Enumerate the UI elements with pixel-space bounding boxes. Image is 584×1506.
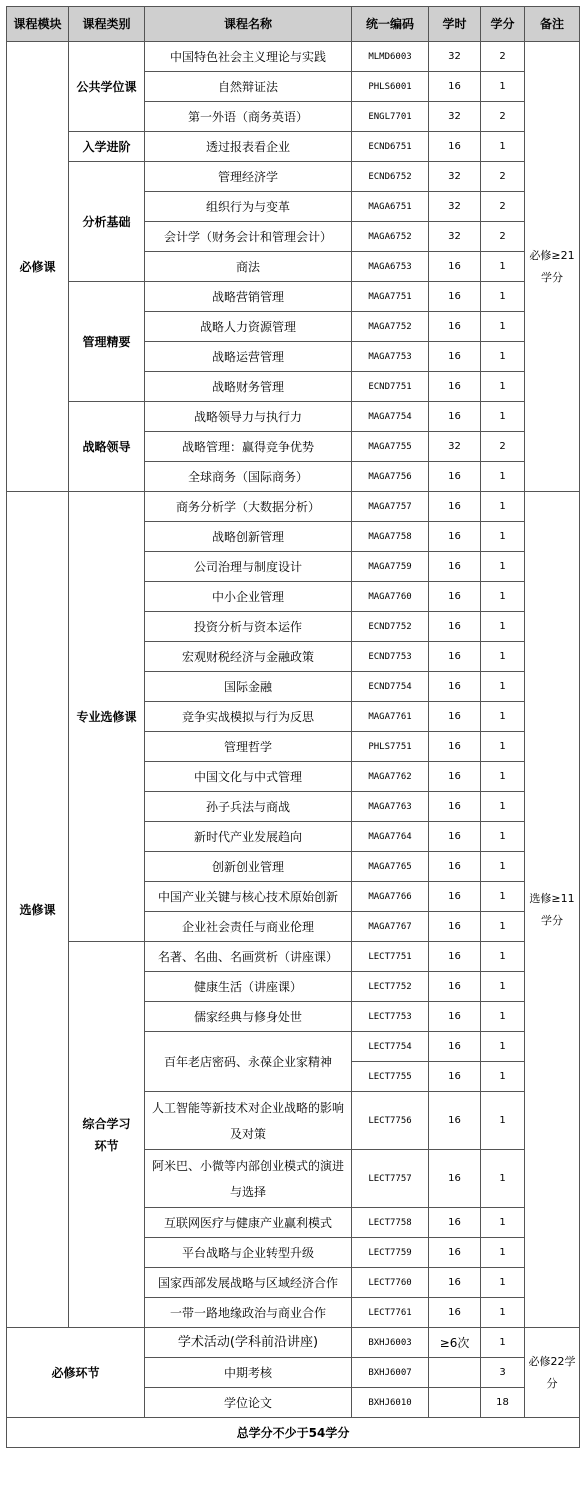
table-row	[7, 1328, 580, 1358]
course-name: 企业社会责任与商业伦理	[145, 912, 352, 942]
course-code: ECND7754	[352, 672, 429, 702]
course-credits: 1	[481, 702, 525, 732]
course-credits: 1	[481, 612, 525, 642]
course-hours: 16	[429, 1298, 481, 1328]
course-code: PHLS6001	[352, 72, 429, 102]
note-cell: 选修≥11学分	[525, 492, 580, 1328]
course-name: 创新创业管理	[145, 852, 352, 882]
course-code: MAGA7759	[352, 552, 429, 582]
category-cell: 专业选修课	[69, 492, 145, 942]
course-hours: 16	[429, 942, 481, 972]
note-cell: 必修22学分	[525, 1328, 580, 1418]
header-category: 课程类别	[69, 7, 145, 42]
course-name: 战略领导力与执行力	[145, 402, 352, 432]
course-credits: 1	[481, 132, 525, 162]
total-row	[7, 1418, 580, 1448]
course-credits: 3	[481, 1358, 525, 1388]
header-module: 课程模块	[7, 7, 69, 42]
course-code: MAGA6752	[352, 222, 429, 252]
course-name: 全球商务（国际商务）	[145, 462, 352, 492]
course-hours: 16	[429, 342, 481, 372]
course-hours: 16	[429, 1268, 481, 1298]
course-code: LECT7757	[352, 1150, 429, 1208]
course-code: BXHJ6003	[352, 1328, 429, 1358]
course-credits: 1	[481, 882, 525, 912]
course-credits: 1	[481, 792, 525, 822]
course-hours: 16	[429, 312, 481, 342]
course-name: 宏观财税经济与金融政策	[145, 642, 352, 672]
course-hours: 16	[429, 762, 481, 792]
course-hours: 16	[429, 1002, 481, 1032]
course-name: 阿米巴、小微等内部创业模式的演进与选择	[145, 1150, 352, 1208]
course-code: ECND7751	[352, 372, 429, 402]
header-code: 统一编码	[352, 7, 429, 42]
course-credits: 1	[481, 522, 525, 552]
course-hours: 32	[429, 102, 481, 132]
course-code: MAGA7766	[352, 882, 429, 912]
course-name: 国际金融	[145, 672, 352, 702]
course-code: LECT7759	[352, 1238, 429, 1268]
course-credits: 1	[481, 282, 525, 312]
course-hours: 16	[429, 792, 481, 822]
course-name: 会计学（财务会计和管理会计）	[145, 222, 352, 252]
course-code: MAGA7751	[352, 282, 429, 312]
course-code: BXHJ6010	[352, 1388, 429, 1418]
course-code: MAGA7754	[352, 402, 429, 432]
course-name: 名著、名曲、名画赏析（讲座课）	[145, 942, 352, 972]
course-hours	[429, 1388, 481, 1418]
course-hours: 16	[429, 402, 481, 432]
course-code: ECND6752	[352, 162, 429, 192]
course-code: MAGA7764	[352, 822, 429, 852]
course-credits: 1	[481, 1002, 525, 1032]
course-code: MAGA6753	[352, 252, 429, 282]
course-hours: 32	[429, 42, 481, 72]
course-name: 战略运营管理	[145, 342, 352, 372]
course-credits: 2	[481, 222, 525, 252]
course-hours: 16	[429, 282, 481, 312]
course-hours: 16	[429, 852, 481, 882]
course-code: MAGA7762	[352, 762, 429, 792]
course-code: MAGA7763	[352, 792, 429, 822]
course-credits: 1	[481, 1032, 525, 1062]
course-hours: 16	[429, 882, 481, 912]
header-course-name: 课程名称	[145, 7, 352, 42]
course-name: 中国文化与中式管理	[145, 762, 352, 792]
course-code: MAGA7767	[352, 912, 429, 942]
category-cell: 综合学习环节	[69, 942, 145, 1328]
course-credits: 2	[481, 42, 525, 72]
course-code: LECT7751	[352, 942, 429, 972]
course-credits: 1	[481, 1298, 525, 1328]
course-hours: 16	[429, 732, 481, 762]
course-credits: 1	[481, 642, 525, 672]
header-note: 备注	[525, 7, 580, 42]
course-name: 中期考核	[145, 1358, 352, 1388]
course-credits: 1	[481, 1062, 525, 1092]
course-name: 投资分析与资本运作	[145, 612, 352, 642]
course-credits: 2	[481, 162, 525, 192]
course-code: ENGL7701	[352, 102, 429, 132]
course-name: 人工智能等新技术对企业战略的影响及对策	[145, 1092, 352, 1150]
course-name: 自然辩证法	[145, 72, 352, 102]
course-credits: 1	[481, 1092, 525, 1150]
course-credits: 1	[481, 402, 525, 432]
course-hours: 16	[429, 492, 481, 522]
course-credits: 1	[481, 732, 525, 762]
course-name: 战略人力资源管理	[145, 312, 352, 342]
course-hours: 16	[429, 522, 481, 552]
course-code: LECT7760	[352, 1268, 429, 1298]
course-credits: 2	[481, 432, 525, 462]
course-credits: 1	[481, 372, 525, 402]
course-code: LECT7752	[352, 972, 429, 1002]
course-name: 学术活动(学科前沿讲座)	[145, 1328, 352, 1358]
course-hours: 16	[429, 1238, 481, 1268]
course-name: 战略管理：赢得竞争优势	[145, 432, 352, 462]
course-code: MAGA7765	[352, 852, 429, 882]
course-hours: 16	[429, 672, 481, 702]
table-row	[7, 42, 580, 72]
course-name: 第一外语（商务英语）	[145, 102, 352, 132]
module-cell: 选修课	[7, 492, 69, 1328]
table-row	[7, 282, 580, 312]
course-credits: 1	[481, 762, 525, 792]
course-hours: 16	[429, 912, 481, 942]
course-name: 儒家经典与修身处世	[145, 1002, 352, 1032]
course-credits: 1	[481, 492, 525, 522]
category-cell: 战略领导	[69, 402, 145, 492]
course-hours: 16	[429, 1062, 481, 1092]
course-credits: 1	[481, 942, 525, 972]
category-cell: 管理精要	[69, 282, 145, 402]
course-credits: 1	[481, 552, 525, 582]
course-hours: 16	[429, 1032, 481, 1062]
course-name: 管理经济学	[145, 162, 352, 192]
course-hours: 16	[429, 582, 481, 612]
course-hours: 32	[429, 192, 481, 222]
course-name: 战略创新管理	[145, 522, 352, 552]
course-code: MAGA7761	[352, 702, 429, 732]
course-name: 中小企业管理	[145, 582, 352, 612]
category-cell: 入学进阶	[69, 132, 145, 162]
course-name: 学位论文	[145, 1388, 352, 1418]
course-credits: 1	[481, 582, 525, 612]
course-credits: 1	[481, 1328, 525, 1358]
course-name: 组织行为与变革	[145, 192, 352, 222]
table-row	[7, 492, 580, 522]
course-credits: 1	[481, 1150, 525, 1208]
course-credits: 1	[481, 912, 525, 942]
course-hours: 16	[429, 612, 481, 642]
course-code: MAGA7758	[352, 522, 429, 552]
course-credits: 1	[481, 342, 525, 372]
course-name: 健康生活（讲座课）	[145, 972, 352, 1002]
course-credits: 18	[481, 1388, 525, 1418]
course-credits: 1	[481, 462, 525, 492]
course-hours	[429, 1358, 481, 1388]
course-code: LECT7758	[352, 1208, 429, 1238]
course-hours: 16	[429, 822, 481, 852]
course-name: 商法	[145, 252, 352, 282]
course-hours: 16	[429, 702, 481, 732]
course-code: ECND7753	[352, 642, 429, 672]
course-credits: 1	[481, 852, 525, 882]
course-name: 战略营销管理	[145, 282, 352, 312]
course-code: LECT7756	[352, 1092, 429, 1150]
course-hours: 16	[429, 252, 481, 282]
course-code: MAGA7753	[352, 342, 429, 372]
course-credits: 1	[481, 972, 525, 1002]
module-cell: 必修课	[7, 42, 69, 492]
course-name: 国家西部发展战略与区域经济合作	[145, 1268, 352, 1298]
course-hours: 16	[429, 1208, 481, 1238]
course-credits: 1	[481, 312, 525, 342]
header-credits: 学分	[481, 7, 525, 42]
course-hours: 16	[429, 972, 481, 1002]
course-code: LECT7755	[352, 1062, 429, 1092]
course-code: ECND7752	[352, 612, 429, 642]
course-code: MAGA6751	[352, 192, 429, 222]
course-credits: 1	[481, 1238, 525, 1268]
course-hours: 16	[429, 1150, 481, 1208]
course-hours: ≥6次	[429, 1328, 481, 1358]
course-credits: 2	[481, 102, 525, 132]
course-name: 孙子兵法与商战	[145, 792, 352, 822]
course-name: 中国产业关键与核心技术原始创新	[145, 882, 352, 912]
course-credits: 1	[481, 672, 525, 702]
course-code: MAGA7756	[352, 462, 429, 492]
course-name: 平台战略与企业转型升级	[145, 1238, 352, 1268]
course-code: ECND6751	[352, 132, 429, 162]
course-name: 中国特色社会主义理论与实践	[145, 42, 352, 72]
table-row	[7, 942, 580, 972]
note-cell: 必修≥21学分	[525, 42, 580, 492]
course-credits: 1	[481, 1268, 525, 1298]
course-name: 管理哲学	[145, 732, 352, 762]
course-hours: 32	[429, 222, 481, 252]
total-credits-note: 总学分不少于54学分	[7, 1418, 580, 1448]
table-row	[7, 162, 580, 192]
table-row	[7, 402, 580, 432]
header-hours: 学时	[429, 7, 481, 42]
course-hours: 16	[429, 132, 481, 162]
course-credits: 1	[481, 252, 525, 282]
course-name: 竞争实战模拟与行为反思	[145, 702, 352, 732]
course-code: MAGA7752	[352, 312, 429, 342]
course-name: 一带一路地缘政治与商业合作	[145, 1298, 352, 1328]
course-name: 商务分析学（大数据分析）	[145, 492, 352, 522]
module-cell: 必修环节	[7, 1328, 145, 1418]
course-name: 透过报表看企业	[145, 132, 352, 162]
course-code: LECT7754	[352, 1032, 429, 1062]
table-row	[7, 132, 580, 162]
course-credits: 2	[481, 192, 525, 222]
course-code: MAGA7757	[352, 492, 429, 522]
curriculum-table	[6, 6, 580, 1448]
course-code: MLMD6003	[352, 42, 429, 72]
course-credits: 1	[481, 72, 525, 102]
course-credits: 1	[481, 822, 525, 852]
course-code: MAGA7760	[352, 582, 429, 612]
course-name: 战略财务管理	[145, 372, 352, 402]
course-hours: 32	[429, 162, 481, 192]
course-credits: 1	[481, 1208, 525, 1238]
course-code: BXHJ6007	[352, 1358, 429, 1388]
course-code: LECT7753	[352, 1002, 429, 1032]
header-row	[7, 7, 580, 42]
course-hours: 16	[429, 642, 481, 672]
course-hours: 16	[429, 1092, 481, 1150]
course-hours: 32	[429, 432, 481, 462]
course-code: PHLS7751	[352, 732, 429, 762]
course-code: LECT7761	[352, 1298, 429, 1328]
course-hours: 16	[429, 372, 481, 402]
course-name: 新时代产业发展趋向	[145, 822, 352, 852]
course-hours: 16	[429, 552, 481, 582]
course-name: 互联网医疗与健康产业赢利模式	[145, 1208, 352, 1238]
course-hours: 16	[429, 462, 481, 492]
category-cell: 公共学位课	[69, 42, 145, 132]
course-name: 百年老店密码、永葆企业家精神	[145, 1032, 352, 1092]
course-name: 公司治理与制度设计	[145, 552, 352, 582]
course-code: MAGA7755	[352, 432, 429, 462]
course-hours: 16	[429, 72, 481, 102]
category-cell: 分析基础	[69, 162, 145, 282]
